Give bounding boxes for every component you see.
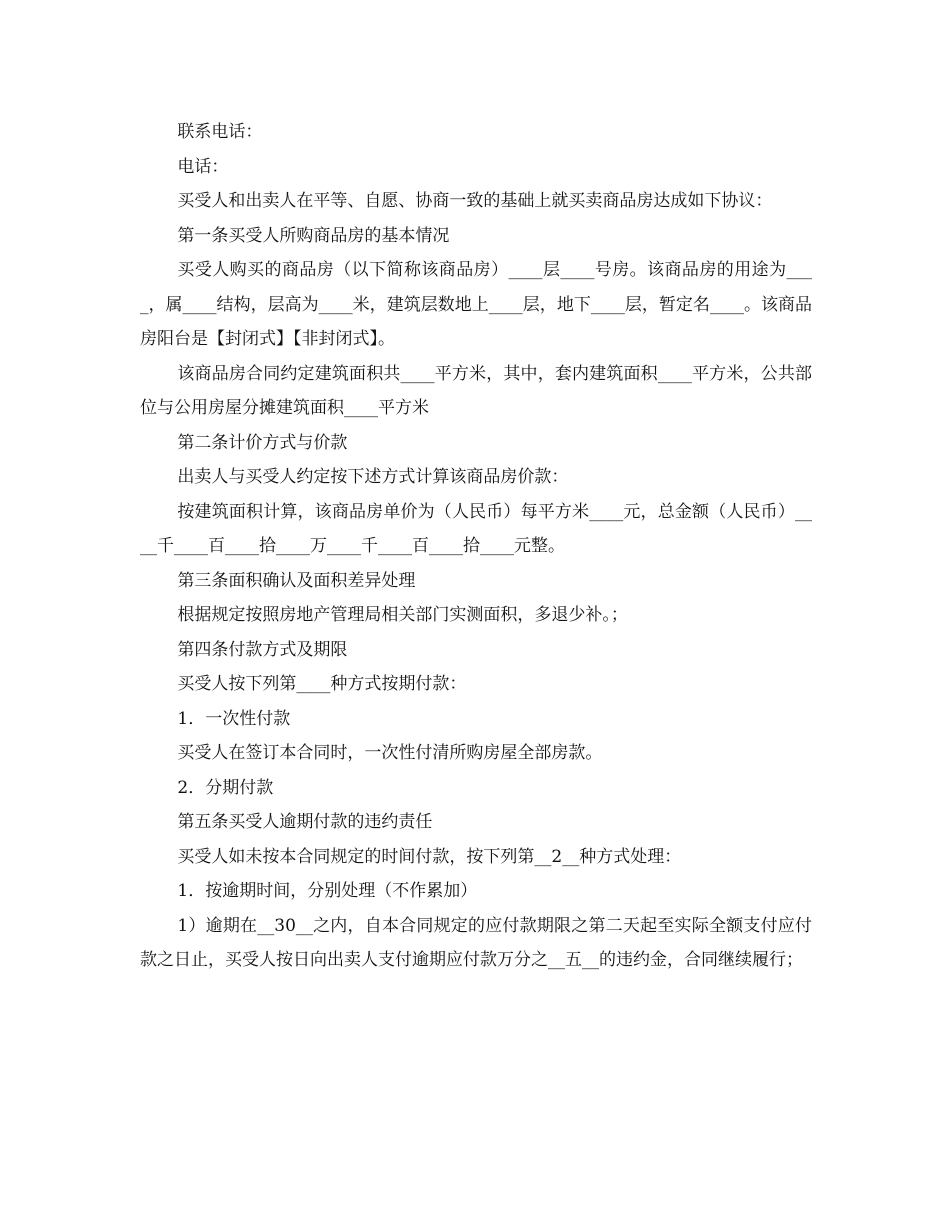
paragraph-pricing-method: 出卖人与买受人约定按下述方式计算该商品房价款：: [177, 467, 569, 487]
article-5-heading: 第五条买受人逾期付款的违约责任: [177, 812, 433, 832]
paragraph-intro: 买受人和出卖人在平等、自愿、协商一致的基础上就买卖商品房达成如下协议：: [177, 191, 773, 211]
paragraph-installment-heading: 2．分期付款: [177, 777, 274, 798]
paragraph-late-payment: 买受人如未按本合同规定的时间付款，按下列第__2__种方式处理：: [177, 846, 682, 867]
article-2-heading: 第二条计价方式与价款: [177, 432, 348, 453]
paragraph-overdue-30-days: 1）逾期在__30__之内，自本合同规定的应付款期限之第二天起至实际全额支付应付款之日止，买受人按日向出卖人支付逾期应付款万分之__五__的违约金，合同继续履行；: [140, 915, 812, 970]
article-3-heading: 第三条面积确认及面积差异处理: [177, 570, 416, 591]
paragraph-payment-option: 买受人按下列第____种方式按期付款：: [177, 674, 467, 694]
paragraph-lump-sum-heading: 1．一次性付款: [177, 708, 291, 729]
paragraph-house-info: 买受人购买的商品房（以下简称该商品房）____层____号房。该商品房的用途为____，属____结构，层高为____米，建筑层数地上____层，地下____层，暂定名____。该商品房阳台是【封闭式】【非封闭式】。: [140, 260, 812, 349]
paragraph-area-confirmation: 根据规定按照房地产管理局相关部门实测面积，多退少补。；: [177, 605, 628, 625]
document-body: [140, 115, 812, 978]
article-4-heading: 第四条付款方式及期限: [177, 639, 348, 660]
paragraph-lump-sum: 买受人在签订本合同时，一次性付清所购房屋全部房款。: [177, 743, 603, 763]
article-1-heading: 第一条买受人所购商品房的基本情况: [177, 225, 450, 246]
paragraph-contact-phone: 联系电话：: [177, 122, 263, 142]
paragraph-area: 该商品房合同约定建筑面积共____平方米，其中，套内建筑面积____平方米，公共部位与公用房屋分摊建筑面积____平方米: [140, 363, 812, 418]
paragraph-price: 按建筑面积计算，该商品房单价为（人民币）每平方米____元，总金额（人民币）____千____百____拾____万____千____百____拾____元整。: [140, 501, 812, 556]
paragraph-phone: 电话：: [177, 156, 229, 177]
paragraph-overdue-handling: 1．按逾期时间，分别处理（不作累加）: [177, 881, 478, 901]
